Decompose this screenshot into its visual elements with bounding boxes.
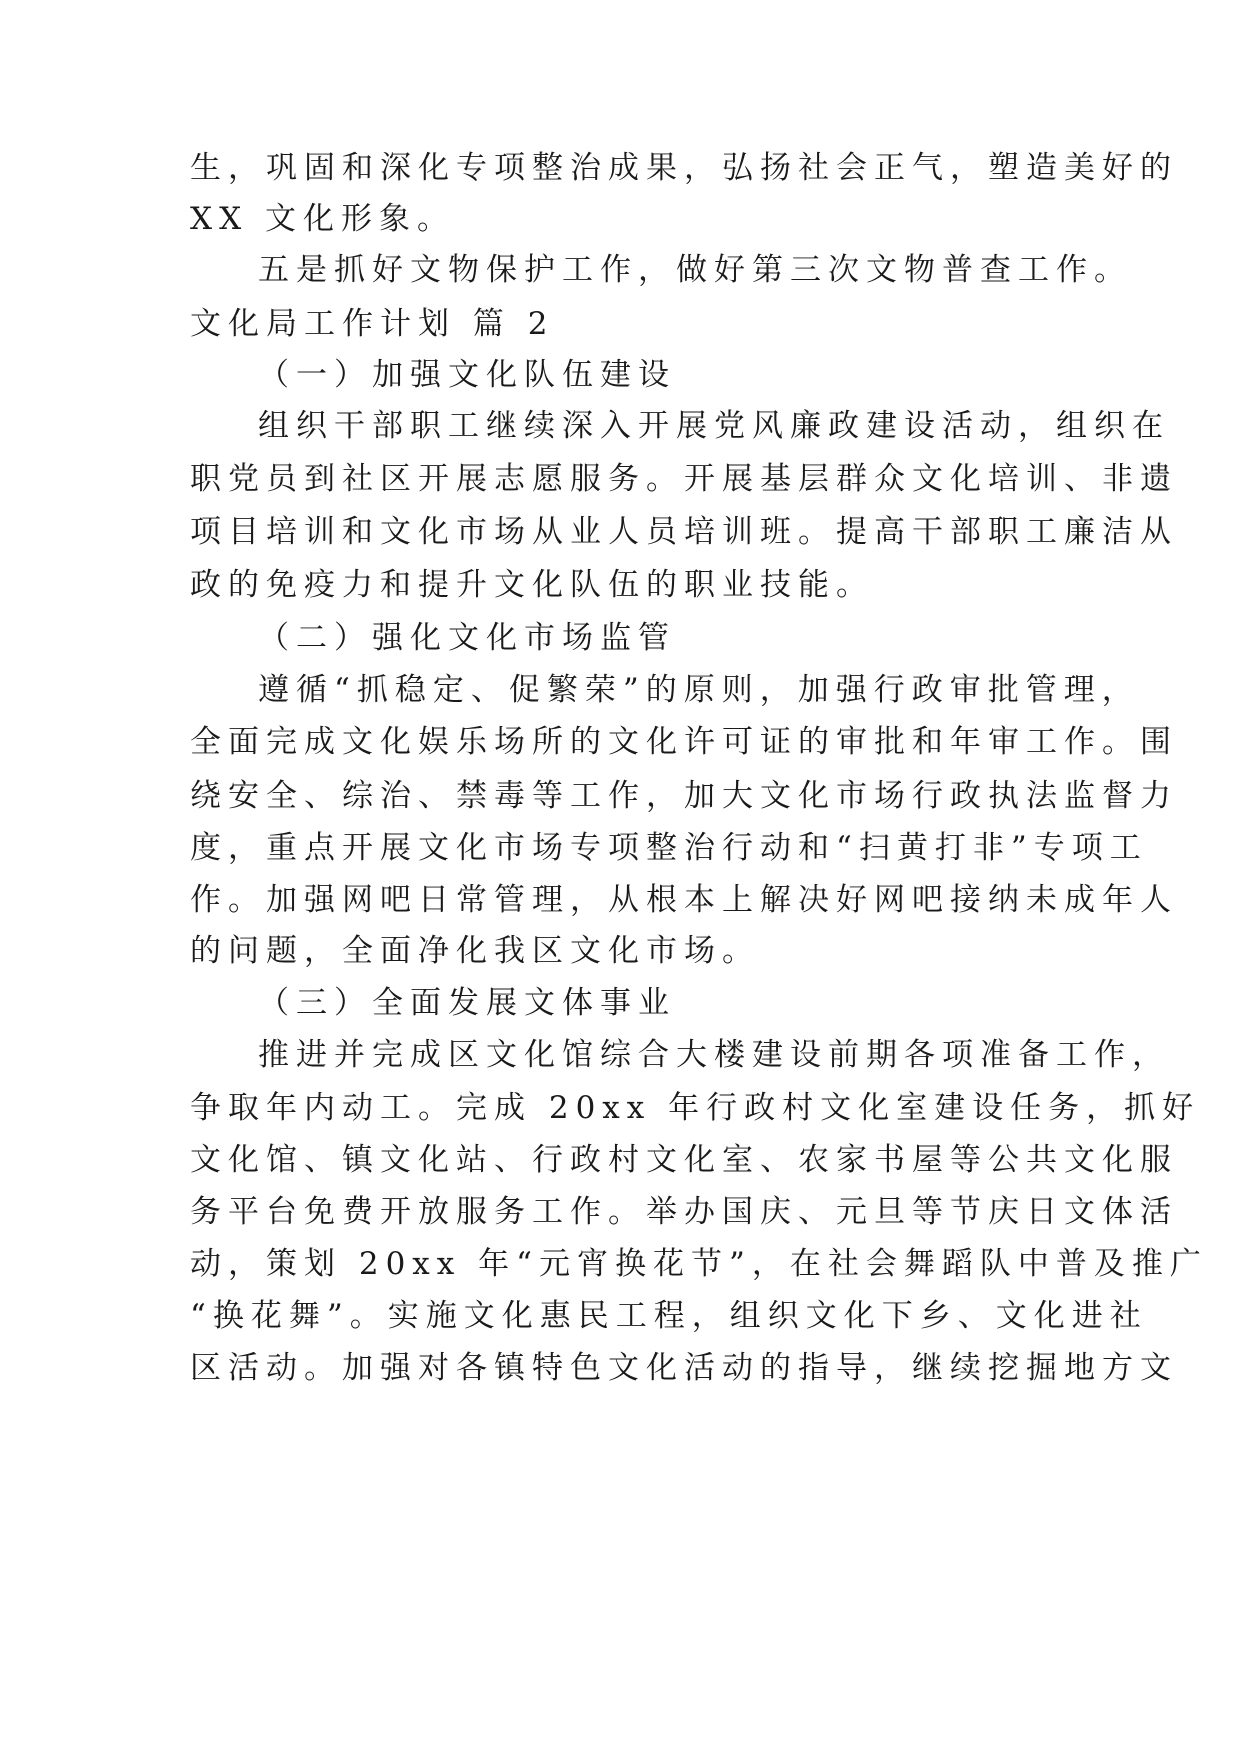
body-text-line: 绕安全、综治、禁毒等工作，加大文化市场行政执法监督力 (190, 778, 1178, 814)
body-text-line: 职党员到社区开展志愿服务。开展基层群众文化培训、非遗 (190, 461, 1178, 497)
paragraph-line: 组织干部职工继续深入开展党风廉政建设活动，组织在 (258, 408, 1170, 444)
body-text-line: 的问题，全面净化我区文化市场。 (190, 933, 760, 969)
body-text-line: 文化馆、镇文化站、行政村文化室、农家书屋等公共文化服 (190, 1142, 1178, 1178)
body-text-line: 争取年内动工。完成 20xx 年行政村文化室建设任务，抓好 (190, 1090, 1201, 1126)
body-text-line: “换花舞”。实施文化惠民工程，组织文化下乡、文化进社 (190, 1298, 1148, 1334)
body-text-line: 项目培训和文化市场从业人员培训班。提高干部职工廉洁从 (190, 514, 1178, 550)
body-text-line: 政的免疫力和提升文化队伍的职业技能。 (190, 567, 874, 603)
body-text-line: 务平台免费开放服务工作。举办国庆、元旦等节庆日文体活 (190, 1194, 1178, 1230)
subsection-heading: （三）全面发展文体事业 (258, 985, 676, 1021)
paragraph-line: 推进并完成区文化馆综合大楼建设前期各项准备工作， (258, 1037, 1170, 1073)
body-text-line: 作。加强网吧日常管理，从根本上解决好网吧接纳未成年人 (190, 882, 1178, 918)
body-text-line: XX 文化形象。 (190, 201, 455, 237)
paragraph-line: 五是抓好文物保护工作，做好第三次文物普查工作。 (258, 252, 1132, 288)
body-text-line: 生，巩固和深化专项整治成果，弘扬社会正气，塑造美好的 (190, 150, 1178, 186)
body-text-line: 全面完成文化娱乐场所的文化许可证的审批和年审工作。围 (190, 724, 1178, 760)
section-title: 文化局工作计划 篇 2 (190, 306, 555, 342)
body-text-line: 动，策划 20xx 年“元宵换花节”，在社会舞蹈队中普及推广 (190, 1246, 1208, 1282)
subsection-heading: （二）强化文化市场监管 (258, 620, 676, 656)
paragraph-line: 遵循“抓稳定、促繁荣”的原则，加强行政审批管理， (258, 672, 1140, 708)
body-text-line: 度，重点开展文化市场专项整治行动和“扫黄打非”专项工 (190, 830, 1148, 866)
subsection-heading: （一）加强文化队伍建设 (258, 357, 676, 393)
body-text-line: 区活动。加强对各镇特色文化活动的指导，继续挖掘地方文 (190, 1350, 1178, 1386)
